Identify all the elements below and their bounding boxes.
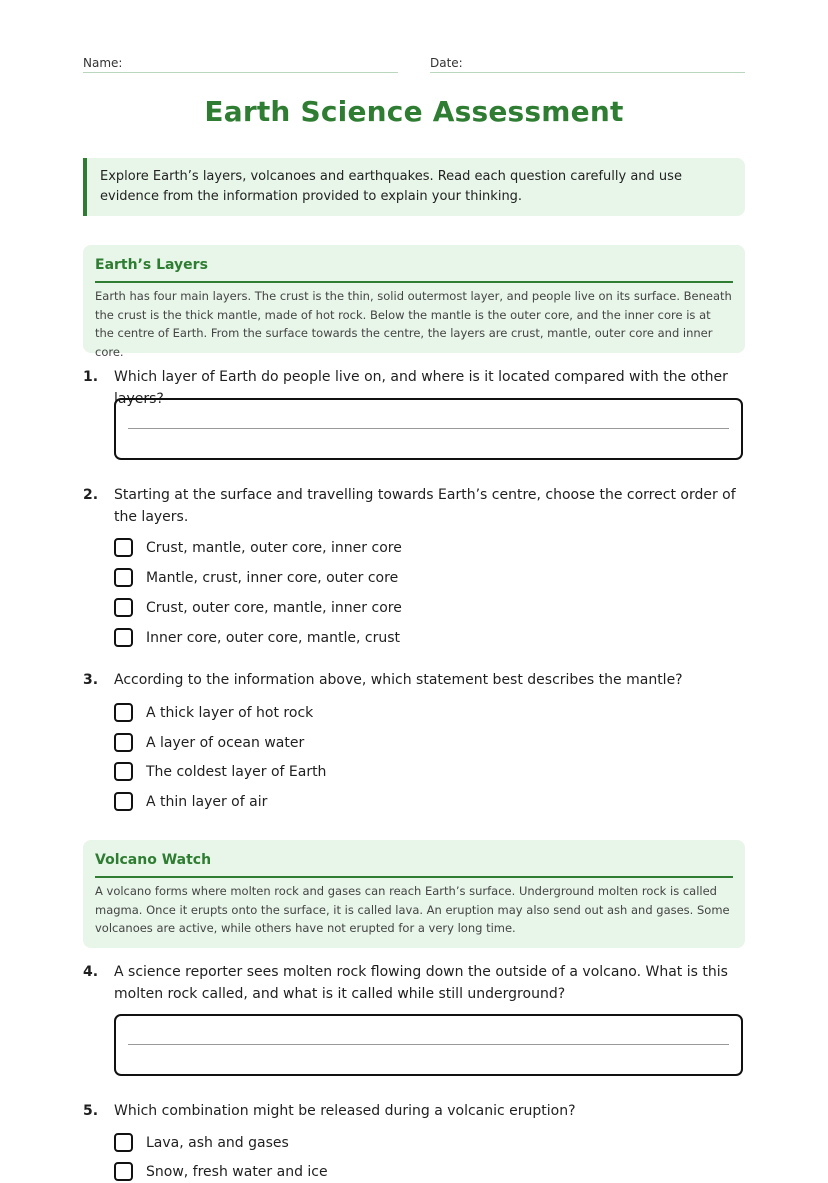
section-earths-layers xyxy=(83,245,745,359)
option-label: The coldest layer of Earth xyxy=(146,764,327,780)
option-label: Crust, mantle, outer core, inner core xyxy=(146,540,402,556)
checkbox[interactable] xyxy=(114,538,133,557)
answer-line xyxy=(128,428,729,429)
option-label: Snow, fresh water and ice xyxy=(146,1164,328,1180)
header-row xyxy=(83,52,745,74)
checkbox[interactable] xyxy=(114,703,133,722)
section-title: Earth’s Layers xyxy=(95,255,733,283)
option-2d[interactable] xyxy=(114,628,714,652)
option-label: Mantle, crust, inner core, outer core xyxy=(146,570,399,586)
section-title: Volcano Watch xyxy=(95,850,733,878)
intro-callout: Explore Earth’s layers, volcanoes and earthquakes. Read each question carefully and use evidence from the information provided to explain your thinking. xyxy=(83,158,745,216)
option-label: A thick layer of hot rock xyxy=(146,705,314,721)
question-number: 2. xyxy=(83,487,99,503)
question-number: 1. xyxy=(83,369,99,385)
name-field[interactable] xyxy=(83,52,398,73)
checkbox[interactable] xyxy=(114,568,133,587)
option-3c[interactable] xyxy=(114,762,714,786)
checkbox[interactable] xyxy=(114,733,133,752)
checkbox[interactable] xyxy=(114,628,133,647)
option-3b[interactable] xyxy=(114,733,714,757)
option-2c[interactable] xyxy=(114,598,714,622)
section-text: Earth has four main layers. The crust is the thin, solid outermost layer, and people live on its surface. Beneath the crust is the thick mantle, made of hot rock. Below the mantle is the outer core, and the inner core is at the centre of Earth. From the surface towards the centre, the layers are crust, mantle, outer core and inner core. xyxy=(95,289,732,359)
question-text: According to the information above, which statement best describes the mantle? xyxy=(114,672,683,688)
option-label: Crust, outer core, mantle, inner core xyxy=(146,600,402,616)
page-title: Earth Science Assessment xyxy=(204,95,624,128)
option-5b[interactable] xyxy=(114,1162,714,1180)
section-volcano-watch xyxy=(83,840,745,948)
option-2a[interactable] xyxy=(114,538,714,562)
question-number: 3. xyxy=(83,672,99,688)
checkbox[interactable] xyxy=(114,598,133,617)
checkbox[interactable] xyxy=(114,1162,133,1181)
checkbox[interactable] xyxy=(114,762,133,781)
answer-line xyxy=(128,1044,729,1045)
date-label: Date: xyxy=(430,56,463,70)
option-5a[interactable] xyxy=(114,1133,714,1157)
checkbox[interactable] xyxy=(114,1133,133,1152)
option-label: A layer of ocean water xyxy=(146,735,305,751)
option-3a[interactable] xyxy=(114,703,714,727)
option-label: Inner core, outer core, mantle, crust xyxy=(146,630,400,646)
answer-box-4[interactable] xyxy=(114,1014,743,1076)
question-text: Which combination might be released during a volcanic eruption? xyxy=(114,1103,576,1119)
checkbox[interactable] xyxy=(114,792,133,811)
name-label: Name: xyxy=(83,56,123,70)
option-2b[interactable] xyxy=(114,568,714,592)
section-text: A volcano forms where molten rock and gases can reach Earth’s surface. Underground molten rock is called magma. Once it erupts onto the surface, it is called lava. An eruption may also send out ash and gases. Some volcanoes are active, while others have not erupted for a very long time. xyxy=(95,884,730,935)
answer-box-1[interactable] xyxy=(114,398,743,460)
question-number: 5. xyxy=(83,1103,99,1119)
option-3d[interactable] xyxy=(114,792,714,816)
question-text: Starting at the surface and travelling towards Earth’s centre, choose the correct order of the layers. xyxy=(114,487,736,525)
option-label: Lava, ash and gases xyxy=(146,1135,289,1151)
question-text: A science reporter sees molten rock flowing down the outside of a volcano. What is this molten rock called, and what is it called while still underground? xyxy=(114,964,728,1002)
question-number: 4. xyxy=(83,964,99,980)
question-text: Which layer of Earth do people live on, and where is it located compared with the other layers? xyxy=(114,369,728,407)
option-label: A thin layer of air xyxy=(146,794,268,810)
date-field[interactable] xyxy=(430,52,745,73)
